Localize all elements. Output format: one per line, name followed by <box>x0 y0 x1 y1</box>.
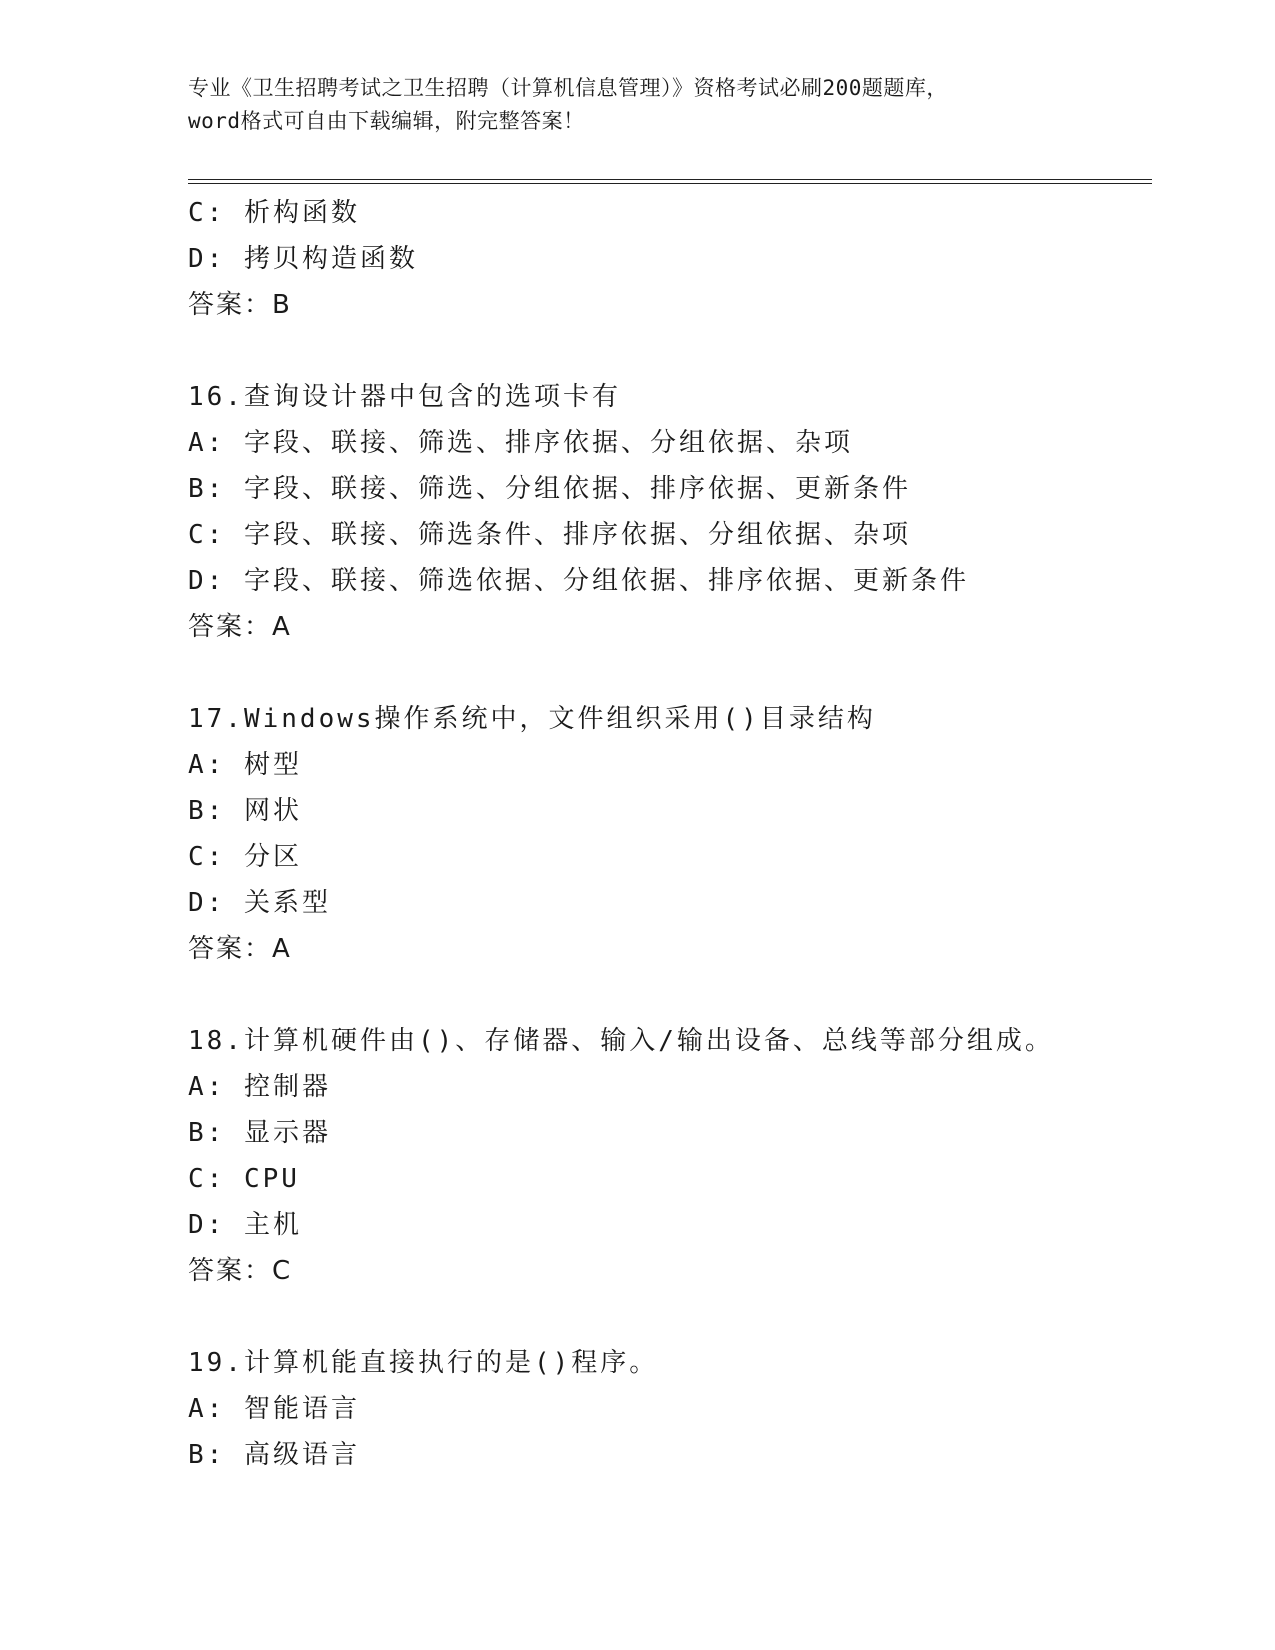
q16-answer: 答案：A <box>188 612 292 642</box>
q18-stem: 18.计算机硬件由()、存储器、输入/输出设备、总线等部分组成。 <box>188 1026 1054 1056</box>
q17-option-c: C: 分区 <box>188 842 302 872</box>
q15-option-d: D: 拷贝构造函数 <box>188 244 418 274</box>
q19-stem: 19.计算机能直接执行的是()程序。 <box>188 1348 659 1378</box>
document-header <box>188 72 1148 138</box>
q18-option-d: D: 主机 <box>188 1210 302 1240</box>
spacer <box>188 650 1148 696</box>
q15-option-c: C: 析构函数 <box>188 198 360 228</box>
q16-option-d: D: 字段、联接、筛选依据、分组依据、排序依据、更新条件 <box>188 566 969 596</box>
q18-option-a: A: 控制器 <box>188 1072 331 1102</box>
q16-option-c: C: 字段、联接、筛选条件、排序依据、分组依据、杂项 <box>188 520 911 550</box>
q16-stem: 16.查询设计器中包含的选项卡有 <box>188 382 621 412</box>
header-divider-top <box>188 179 1152 180</box>
header-divider-bottom <box>188 183 1152 184</box>
q19-option-a: A: 智能语言 <box>188 1394 360 1424</box>
q18-answer: 答案：C <box>188 1256 293 1286</box>
q17-answer: 答案：A <box>188 934 292 964</box>
q17-option-b: B: 网状 <box>188 796 302 826</box>
question-list <box>188 190 1148 1478</box>
q17-stem: 17.Windows操作系统中，文件组织采用()目录结构 <box>188 704 876 734</box>
header-line-2: word格式可自由下载编辑，附完整答案！ <box>188 109 585 133</box>
q18-option-c: C: CPU <box>188 1164 300 1194</box>
q16-option-b: B: 字段、联接、筛选、分组依据、排序依据、更新条件 <box>188 474 911 504</box>
q16-option-a: A: 字段、联接、筛选、排序依据、分组依据、杂项 <box>188 428 853 458</box>
q15-answer: 答案：B <box>188 290 292 320</box>
q19-option-b: B: 高级语言 <box>188 1440 360 1470</box>
header-line-1: 专业《卫生招聘考试之卫生招聘（计算机信息管理）》资格考试必刷200题题库， <box>188 76 948 100</box>
spacer <box>188 328 1148 374</box>
spacer <box>188 1294 1148 1340</box>
q17-option-d: D: 关系型 <box>188 888 331 918</box>
spacer <box>188 972 1148 1018</box>
q18-option-b: B: 显示器 <box>188 1118 331 1148</box>
q17-option-a: A: 树型 <box>188 750 302 780</box>
